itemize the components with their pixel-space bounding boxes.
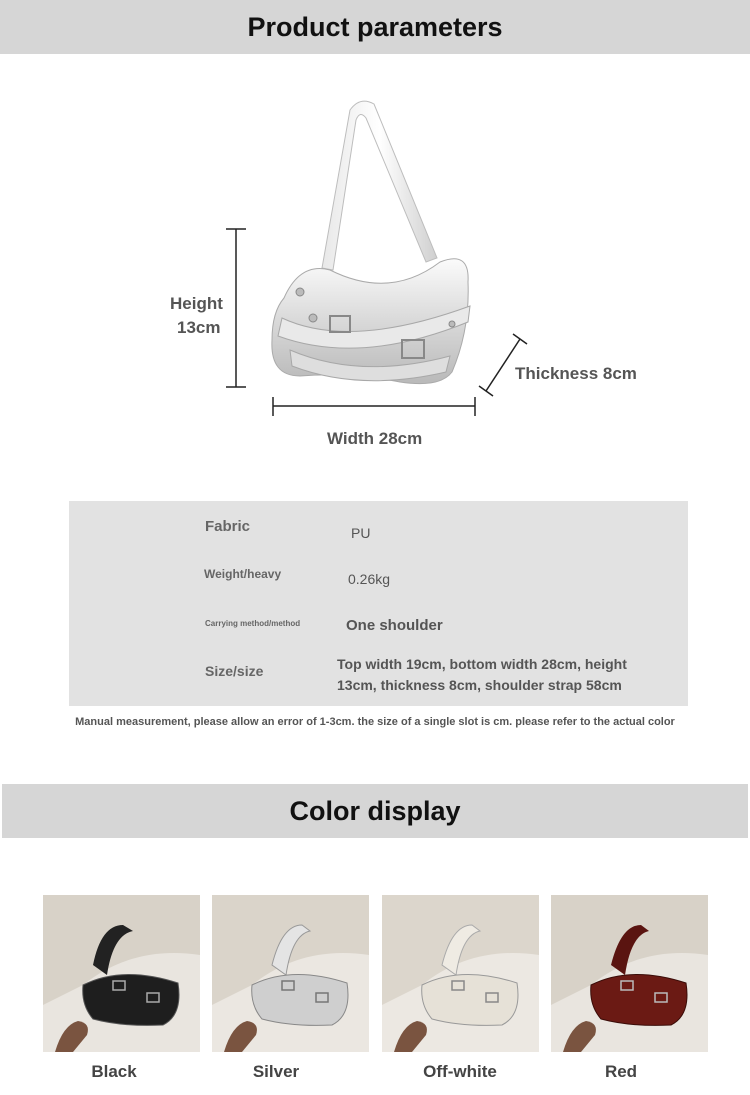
measurement-note: Manual measurement, please allow an error of 1-3cm. the size of a single slot is cm. please refer to the actual color [75,716,675,728]
spec-value-size [337,654,627,696]
bag-photo-off-white [382,895,539,1052]
product-bag-illustration [0,54,750,474]
spec-value-weight: 0.26kg [348,571,391,587]
height-value: 13cm [177,318,221,337]
height-dimension-line [226,229,246,387]
spec-value-size-line1: Top width 19cm, bottom width 28cm, height [337,656,627,672]
height-label: Height [170,294,223,313]
spec-label-fabric: Fabric [205,518,251,535]
color-label-black: Black [91,1062,137,1081]
spec-value-carrying: One shoulder [346,617,443,634]
color-label-silver: Silver [252,1062,300,1081]
section-banner-product-parameters [0,0,750,54]
color-swatch-black[interactable] [43,895,200,1052]
width-label: Width 28cm [327,429,423,448]
spec-value-fabric: PU [351,525,371,541]
color-label-off-white: Off-white [423,1062,497,1081]
spec-label-carrying: Carrying method/method [205,619,301,628]
spec-panel [69,501,688,706]
bag-photo-red [551,895,708,1052]
width-dimension-line [273,397,475,416]
color-swatch-off-white[interactable] [382,895,539,1052]
bag-photo-black [43,895,200,1052]
color-label-red: Red [604,1062,638,1081]
color-swatch-silver[interactable] [212,895,369,1052]
spec-label-size: Size/size [205,663,264,679]
spec-value-size-line2: 13cm, thickness 8cm, shoulder strap 58cm [337,677,622,693]
section-title: Product parameters [247,11,503,42]
thickness-label: Thickness 8cm [515,364,637,383]
color-swatch-red[interactable] [551,895,708,1052]
section-title: Color display [289,795,461,826]
bag-photo-silver [212,895,369,1052]
spec-label-weight: Weight/heavy [204,567,282,581]
section-banner-color-display [2,784,748,838]
